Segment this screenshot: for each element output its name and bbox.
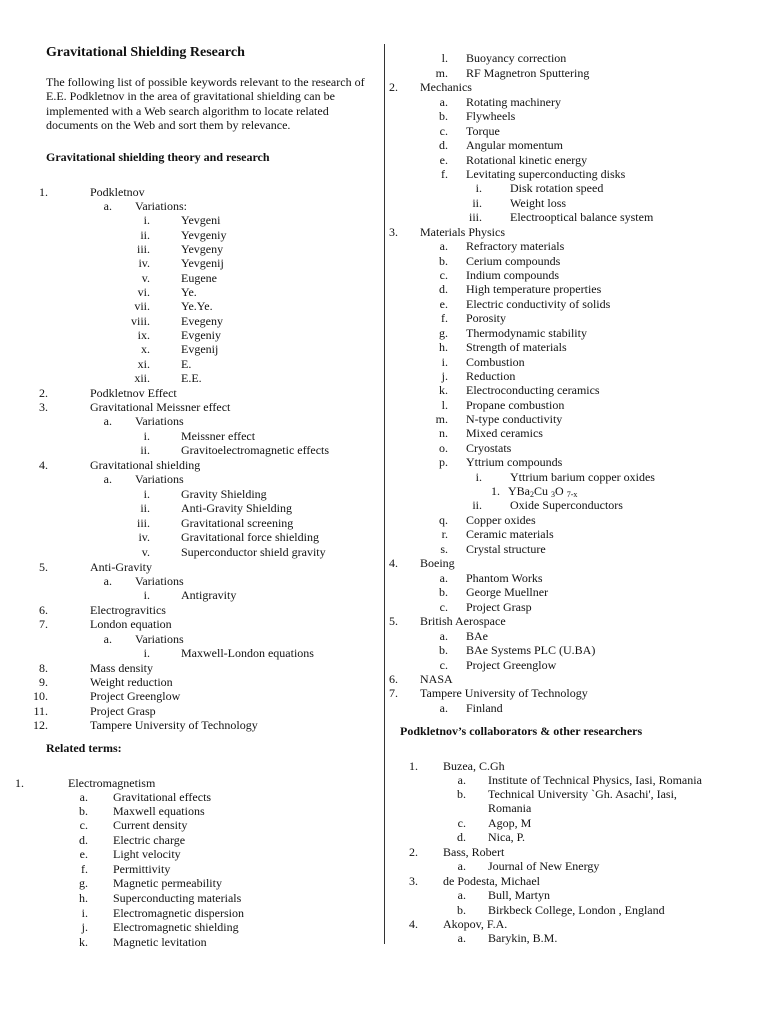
- list-item-text: Buzea, C.Gh: [443, 759, 505, 773]
- list-marker: 4.: [409, 917, 418, 931]
- list-marker: a.: [103, 574, 112, 588]
- list-marker: c.: [439, 124, 448, 138]
- list-marker: 10.: [33, 689, 48, 703]
- list-item-text: Bass, Robert: [443, 845, 505, 859]
- list-item-text: Boeing: [420, 556, 455, 570]
- list-item-text: Birkbeck College, London , England: [488, 903, 665, 917]
- formula-line: 1. YBa$_2$Cu $_3$O $_{7-x}$: [491, 484, 578, 499]
- list-marker: 5.: [389, 614, 398, 628]
- list-item-text: Materials Physics: [420, 225, 505, 239]
- list-item-text: Journal of New Energy: [488, 859, 600, 873]
- list-marker: viii.: [130, 314, 150, 328]
- list-item-text: London equation: [90, 617, 172, 631]
- list-item-text: N-type conductivity: [466, 412, 563, 426]
- list-marker: b.: [439, 109, 448, 123]
- list-item-text: Weight reduction: [90, 675, 173, 689]
- list-item-text: Porosity: [466, 311, 507, 325]
- list-item-text: Gravitational force shielding: [181, 530, 319, 544]
- list-marker: 4.: [39, 458, 48, 472]
- list-item-text: Superconductor shield gravity: [181, 545, 326, 559]
- list-item-text: Disk rotation speed: [510, 181, 604, 195]
- list-marker: a.: [103, 632, 112, 646]
- list-marker: k.: [79, 935, 88, 949]
- list-marker: a.: [79, 790, 88, 804]
- list-item-text: Phantom Works: [466, 571, 543, 585]
- list-item-text: Anti-Gravity: [90, 560, 152, 574]
- list-marker: a.: [457, 859, 466, 873]
- list-marker: 6.: [389, 672, 398, 686]
- list-item-text: Strength of materials: [466, 340, 567, 354]
- list-marker: d.: [439, 282, 448, 296]
- list-item-text: Variations:: [135, 199, 187, 213]
- list-item-text: Romania: [488, 801, 532, 815]
- list-marker: iii.: [468, 210, 482, 224]
- list-item-text: High temperature properties: [466, 282, 602, 296]
- list-marker: ii.: [140, 501, 150, 515]
- list-item-text: Variations: [135, 472, 184, 486]
- list-item-text: Maxwell-London equations: [181, 646, 314, 660]
- list-marker: e.: [79, 847, 88, 861]
- list-item-text: Podkletnov Effect: [90, 386, 177, 400]
- list-item-text: Magnetic levitation: [113, 935, 207, 949]
- list-item-text: Gravitational Meissner effect: [90, 400, 231, 414]
- list-item-text: Cerium compounds: [466, 254, 561, 268]
- list-item-text: Magnetic permeability: [113, 876, 222, 890]
- list-marker: d.: [79, 833, 88, 847]
- list-item-text: Technical University `Gh. Asachi', Iasi,: [488, 787, 677, 801]
- list-marker: a.: [457, 931, 466, 945]
- list-item-text: Barykin, B.M.: [488, 931, 558, 945]
- list-item-text: Refractory materials: [466, 239, 565, 253]
- list-item-text: Agop, M: [488, 816, 532, 830]
- list-marker: i.: [143, 588, 150, 602]
- list-marker: s.: [440, 542, 448, 556]
- list-item-text: Eugene: [181, 271, 217, 285]
- list-marker: c.: [439, 600, 448, 614]
- list-item-text: Evgenij: [181, 342, 219, 356]
- list-item-text: Maxwell equations: [113, 804, 205, 818]
- list-item-text: George Muellner: [466, 585, 549, 599]
- list-item-text: Yttrium barium copper oxides: [510, 470, 655, 484]
- list-item-text: Meissner effect: [181, 429, 256, 443]
- list-item-text: Crystal structure: [466, 542, 546, 556]
- list-marker: 7.: [389, 686, 398, 700]
- list-item-text: Mixed ceramics: [466, 426, 543, 440]
- page-title: Gravitational Shielding Research: [46, 45, 245, 60]
- section-heading-collaborators: Podkletnov’s collaborators & other researchers: [400, 724, 643, 738]
- list-item-text: Gravitational effects: [113, 790, 212, 804]
- list-item-text: Akopov, F.A.: [443, 917, 508, 931]
- list-marker: 3.: [39, 400, 48, 414]
- list-marker: r.: [441, 527, 448, 541]
- list-marker: e.: [439, 297, 448, 311]
- list-item-text: Antigravity: [181, 588, 237, 602]
- list-marker: k.: [439, 383, 448, 397]
- list-marker: 1.: [15, 776, 24, 790]
- list-marker: b.: [79, 804, 88, 818]
- list-marker: a.: [439, 95, 448, 109]
- list-item-text: Project Grasp: [90, 704, 156, 718]
- list-marker: a.: [103, 414, 112, 428]
- list-item-text: Electromagnetism: [68, 776, 156, 790]
- list-item-text: Superconducting materials: [113, 891, 242, 905]
- list-item-text: Buoyancy correction: [466, 51, 567, 65]
- list-marker: xi.: [137, 357, 150, 371]
- list-marker: a.: [103, 199, 112, 213]
- list-item-text: Reduction: [466, 369, 516, 383]
- list-marker: d.: [439, 138, 448, 152]
- list-marker: i.: [143, 487, 150, 501]
- list-item-text: Thermodynamic stability: [466, 326, 587, 340]
- list-marker: a.: [103, 472, 112, 486]
- intro-paragraph: The following list of possible keywords relevant to the research of E.E. Podkletnov in the area of gravitational shielding can be implemented with a Web search algorithm to locate related documents on the Web and sort them by relevance.: [46, 75, 365, 132]
- list-marker: o.: [439, 441, 448, 455]
- list-marker: vi.: [137, 285, 150, 299]
- list-item-text: Yttrium compounds: [466, 455, 563, 469]
- list-item-text: Rotational kinetic energy: [466, 153, 588, 167]
- list-item-text: Evegeny: [181, 314, 223, 328]
- list-item-text: Gravity Shielding: [181, 487, 267, 501]
- list-marker: b.: [439, 643, 448, 657]
- list-item-text: Indium compounds: [466, 268, 559, 282]
- list-item-text: Institute of Technical Physics, Iasi, Romania: [488, 773, 702, 787]
- list-item-text: Weight loss: [510, 196, 567, 210]
- list-marker: p.: [439, 455, 448, 469]
- list-marker: 6.: [39, 603, 48, 617]
- list-marker: q.: [439, 513, 448, 527]
- list-item-text: RF Magnetron Sputtering: [466, 66, 590, 80]
- list-marker: v.: [141, 271, 150, 285]
- list-marker: iv.: [138, 530, 150, 544]
- list-marker: 8.: [39, 661, 48, 675]
- list-item-text: Levitating superconducting disks: [466, 167, 626, 181]
- list-item-text: Mass density: [90, 661, 153, 675]
- list-marker: b.: [457, 903, 466, 917]
- list-item-text: Podkletnov: [90, 185, 145, 199]
- list-marker: a.: [439, 701, 448, 715]
- list-item-text: Copper oxides: [466, 513, 536, 527]
- list-item-text: Angular momentum: [466, 138, 563, 152]
- list-item-text: Nica, P.: [488, 830, 525, 844]
- list-marker: v.: [141, 545, 150, 559]
- list-marker: iv.: [138, 256, 150, 270]
- list-marker: f.: [441, 311, 448, 325]
- list-item-text: Electromagnetic shielding: [113, 920, 239, 934]
- list-marker: 1.: [39, 185, 48, 199]
- list-marker: b.: [457, 787, 466, 801]
- list-marker: c.: [79, 818, 88, 832]
- list-item-text: Yevgenij: [181, 256, 224, 270]
- list-item-text: Electrogravitics: [90, 603, 166, 617]
- list-item-text: Permittivity: [113, 862, 171, 876]
- list-item-text: Electrooptical balance system: [510, 210, 654, 224]
- list-marker: c.: [439, 268, 448, 282]
- list-item-text: Tampere University of Technology: [90, 718, 258, 732]
- list-item-text: E.E.: [181, 371, 202, 385]
- list-marker: a.: [439, 571, 448, 585]
- list-item-text: Electric charge: [113, 833, 186, 847]
- list-item-text: Yevgeny: [181, 242, 224, 256]
- list-item-text: Propane combustion: [466, 398, 565, 412]
- list-marker: m.: [435, 66, 448, 80]
- list-item-text: Ye.: [181, 285, 197, 299]
- list-marker: 2.: [389, 80, 398, 94]
- list-item-text: Gravitoelectromagnetic effects: [181, 443, 330, 457]
- list-marker: f.: [441, 167, 448, 181]
- list-marker: vii.: [134, 299, 150, 313]
- list-item-text: Variations: [135, 632, 184, 646]
- list-marker: b.: [439, 254, 448, 268]
- list-marker: c.: [457, 816, 466, 830]
- list-marker: e.: [439, 153, 448, 167]
- list-item-text: Torque: [466, 124, 500, 138]
- list-marker: a.: [457, 773, 466, 787]
- list-marker: i.: [143, 646, 150, 660]
- list-item-text: Gravitational shielding: [90, 458, 201, 472]
- list-item-text: Light velocity: [113, 847, 181, 861]
- list-item-text: Flywheels: [466, 109, 516, 123]
- list-item-text: Project Greenglow: [466, 658, 557, 672]
- list-marker: iii.: [136, 242, 150, 256]
- list-item-text: Combustion: [466, 355, 525, 369]
- list-marker: m.: [435, 412, 448, 426]
- list-item-text: NASA: [420, 672, 453, 686]
- list-item-text: Finland: [466, 701, 503, 715]
- list-item-text: BAe: [466, 629, 488, 643]
- list-marker: i.: [475, 181, 482, 195]
- list-marker: xii.: [134, 371, 150, 385]
- list-marker: ii.: [472, 498, 482, 512]
- section-heading-theory: Gravitational shielding theory and research: [46, 150, 270, 164]
- list-marker: 5.: [39, 560, 48, 574]
- column-divider: [384, 44, 385, 944]
- list-item-text: Anti-Gravity Shielding: [181, 501, 292, 515]
- list-item-text: Tampere University of Technology: [420, 686, 588, 700]
- formula-text: YBa$_2$Cu $_3$O $_{7-x}$: [508, 484, 578, 499]
- list-marker: n.: [439, 426, 448, 440]
- list-item-text: BAe Systems PLC (U.BA): [466, 643, 596, 657]
- list-marker: c.: [439, 658, 448, 672]
- list-marker: ii.: [140, 443, 150, 457]
- list-marker: f.: [81, 862, 88, 876]
- list-marker: g.: [439, 326, 448, 340]
- list-item-text: de Podesta, Michael: [443, 874, 540, 888]
- list-item-text: Current density: [113, 818, 188, 832]
- list-marker: b.: [439, 585, 448, 599]
- list-marker: j.: [81, 920, 88, 934]
- list-marker: 4.: [389, 556, 398, 570]
- list-item-text: Ceramic materials: [466, 527, 554, 541]
- list-marker: i.: [143, 213, 150, 227]
- list-marker: h.: [439, 340, 448, 354]
- list-item-text: Cryostats: [466, 441, 512, 455]
- section-heading-related: Related terms:: [46, 741, 122, 755]
- list-item-text: E.: [181, 357, 192, 371]
- list-marker: 1.: [409, 759, 418, 773]
- list-marker: 7.: [39, 617, 48, 631]
- list-marker: ii.: [472, 196, 482, 210]
- list-marker: a.: [439, 629, 448, 643]
- list-marker: 3.: [409, 874, 418, 888]
- list-marker: g.: [79, 876, 88, 890]
- list-item-text: Mechanics: [420, 80, 472, 94]
- list-marker: 12.: [33, 718, 48, 732]
- list-marker: 3.: [389, 225, 398, 239]
- list-item-text: Rotating machinery: [466, 95, 561, 109]
- list-item-text: Oxide Superconductors: [510, 498, 623, 512]
- list-marker: i.: [81, 906, 88, 920]
- list-item-text: Gravitational screening: [181, 516, 294, 530]
- list-marker: h.: [79, 891, 88, 905]
- list-item-text: Yevgeniy: [181, 228, 227, 242]
- list-marker: 2.: [39, 386, 48, 400]
- list-marker: 9.: [39, 675, 48, 689]
- list-marker: x.: [141, 342, 150, 356]
- list-item-text: Electromagnetic dispersion: [113, 906, 244, 920]
- list-item-text: Variations: [135, 414, 184, 428]
- list-marker: iii.: [136, 516, 150, 530]
- list-marker: d.: [457, 830, 466, 844]
- list-marker: i.: [475, 470, 482, 484]
- list-marker: ii.: [140, 228, 150, 242]
- list-item-text: Project Grasp: [466, 600, 532, 614]
- list-item-text: Yevgeni: [181, 213, 221, 227]
- list-item-text: Project Greenglow: [90, 689, 181, 703]
- list-item-text: Ye.Ye.: [181, 299, 213, 313]
- list-marker: j.: [441, 369, 448, 383]
- list-item-text: Electroconducting ceramics: [466, 383, 600, 397]
- list-marker: 2.: [409, 845, 418, 859]
- list-marker: a.: [439, 239, 448, 253]
- list-item-text: Evgeniy: [181, 328, 221, 342]
- list-marker: a.: [457, 888, 466, 902]
- list-item-text: Electric conductivity of solids: [466, 297, 611, 311]
- list-marker: i.: [143, 429, 150, 443]
- list-marker: l.: [441, 51, 448, 65]
- list-item-text: Variations: [135, 574, 184, 588]
- list-item-text: Bull, Martyn: [488, 888, 550, 902]
- list-item-text: British Aerospace: [420, 614, 506, 628]
- list-marker: l.: [441, 398, 448, 412]
- list-marker: i.: [441, 355, 448, 369]
- list-marker: ix.: [137, 328, 150, 342]
- list-marker: 11.: [33, 704, 48, 718]
